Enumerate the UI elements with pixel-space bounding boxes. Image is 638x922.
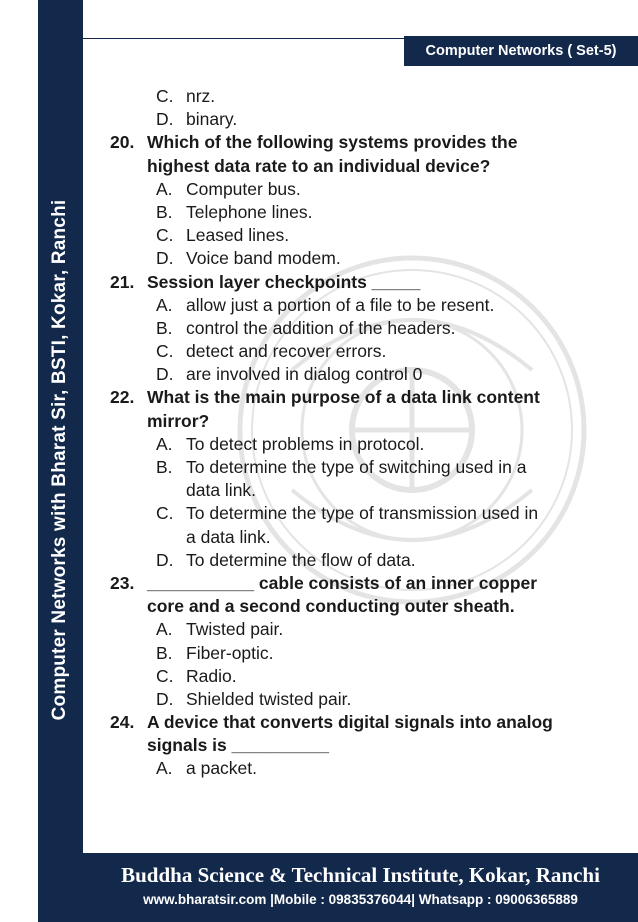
option-letter: A.	[156, 433, 173, 454]
option	[110, 363, 620, 386]
footer-institute-name: Buddha Science & Technical Institute, Kokar, Ranchi	[121, 863, 600, 887]
option	[110, 757, 620, 780]
option-letter: D.	[156, 688, 174, 709]
question-number: 23.	[110, 572, 135, 593]
question-line: Session layer checkpoints _____	[147, 271, 421, 292]
option-text: To detect problems in protocol.	[186, 433, 425, 454]
option-letter: B.	[156, 317, 173, 338]
option-letter: A.	[156, 758, 173, 779]
option-text: Fiber-optic.	[186, 642, 274, 663]
sidebar-text: Computer Networks with Bharat Sir, BSTI, Kokar, Ranchi	[49, 199, 70, 721]
option	[110, 294, 620, 317]
option-letter: C.	[156, 503, 174, 524]
footer	[83, 853, 638, 922]
option	[110, 665, 620, 688]
option-letter: D.	[156, 364, 174, 385]
option-letter: B.	[156, 201, 173, 222]
option-continuation: data link.	[186, 480, 257, 501]
option-text: a packet.	[186, 758, 258, 779]
option	[110, 642, 620, 665]
question-number: 22.	[110, 387, 135, 408]
option	[110, 502, 620, 525]
option-text: allow just a portion of a file to be resent.	[186, 294, 495, 315]
question-line: What is the main purpose of a data link content	[147, 387, 540, 408]
option-text: are involved in dialog control 0	[186, 364, 423, 385]
question-line: Which of the following systems provides the	[147, 132, 518, 153]
option-letter: B.	[156, 457, 173, 477]
option	[110, 456, 620, 479]
option-text: To determine the flow of data.	[186, 549, 416, 570]
option-text: To determine the type of switching used in a	[186, 457, 527, 477]
question-number: 20.	[110, 132, 135, 153]
option-text: Voice band modem.	[186, 248, 341, 269]
question-text	[110, 711, 620, 734]
question-line: highest data rate to an individual device?	[147, 155, 491, 176]
option-text: detect and recover errors.	[186, 341, 387, 362]
question-number: 24.	[110, 712, 135, 733]
header-rule	[83, 38, 404, 39]
question-text	[110, 386, 620, 409]
question-text	[110, 572, 620, 595]
option-continuation: a data link.	[186, 526, 271, 547]
option	[110, 224, 620, 247]
option-text: Telephone lines.	[186, 201, 313, 222]
question-line: ___________ cable consists of an inner copper	[147, 572, 538, 593]
option	[110, 108, 620, 131]
option-letter: C.	[156, 665, 174, 686]
option-text: control the addition of the headers.	[186, 317, 456, 338]
option	[110, 549, 620, 572]
question-line: core and a second conducting outer sheath.	[147, 596, 515, 617]
option	[110, 688, 620, 711]
option-letter: A.	[156, 619, 173, 640]
option-letter: A.	[156, 294, 173, 315]
option-text: Computer bus.	[186, 178, 301, 199]
option-letter: C.	[156, 341, 174, 362]
option-letter: A.	[156, 178, 173, 199]
question-text	[110, 131, 620, 154]
option-text: Twisted pair.	[186, 619, 284, 640]
option	[110, 178, 620, 201]
option	[110, 201, 620, 224]
option	[110, 85, 620, 108]
option-letter: B.	[156, 642, 173, 663]
option-text: Leased lines.	[186, 225, 290, 246]
question-number: 21.	[110, 271, 135, 292]
footer-contact-info: www.bharatsir.com |Mobile : 09835376044| Whatsapp : 09006365889	[143, 892, 578, 907]
option-text: binary.	[186, 109, 238, 130]
option-letter: D.	[156, 549, 174, 570]
option	[110, 618, 620, 641]
option	[110, 433, 620, 456]
question-line: A device that converts digital signals into analog	[147, 712, 553, 733]
option-letter: D.	[156, 248, 174, 269]
option	[110, 340, 620, 363]
question-text	[110, 271, 620, 294]
question-line: signals is __________	[147, 735, 329, 756]
question-line: mirror?	[147, 410, 210, 431]
option-letter: C.	[156, 225, 174, 246]
option-text: nrz.	[186, 86, 216, 106]
header-title: Computer Networks ( Set-5)	[404, 36, 638, 66]
option-text: Shielded twisted pair.	[186, 688, 352, 709]
option	[110, 247, 620, 270]
option-text: Radio.	[186, 665, 237, 686]
option-text: To determine the type of transmission used in	[186, 503, 539, 524]
sidebar	[0, 0, 83, 922]
option-letter: D.	[156, 109, 174, 130]
option-letter: C.	[156, 86, 174, 106]
question-content	[110, 85, 620, 781]
option	[110, 317, 620, 340]
